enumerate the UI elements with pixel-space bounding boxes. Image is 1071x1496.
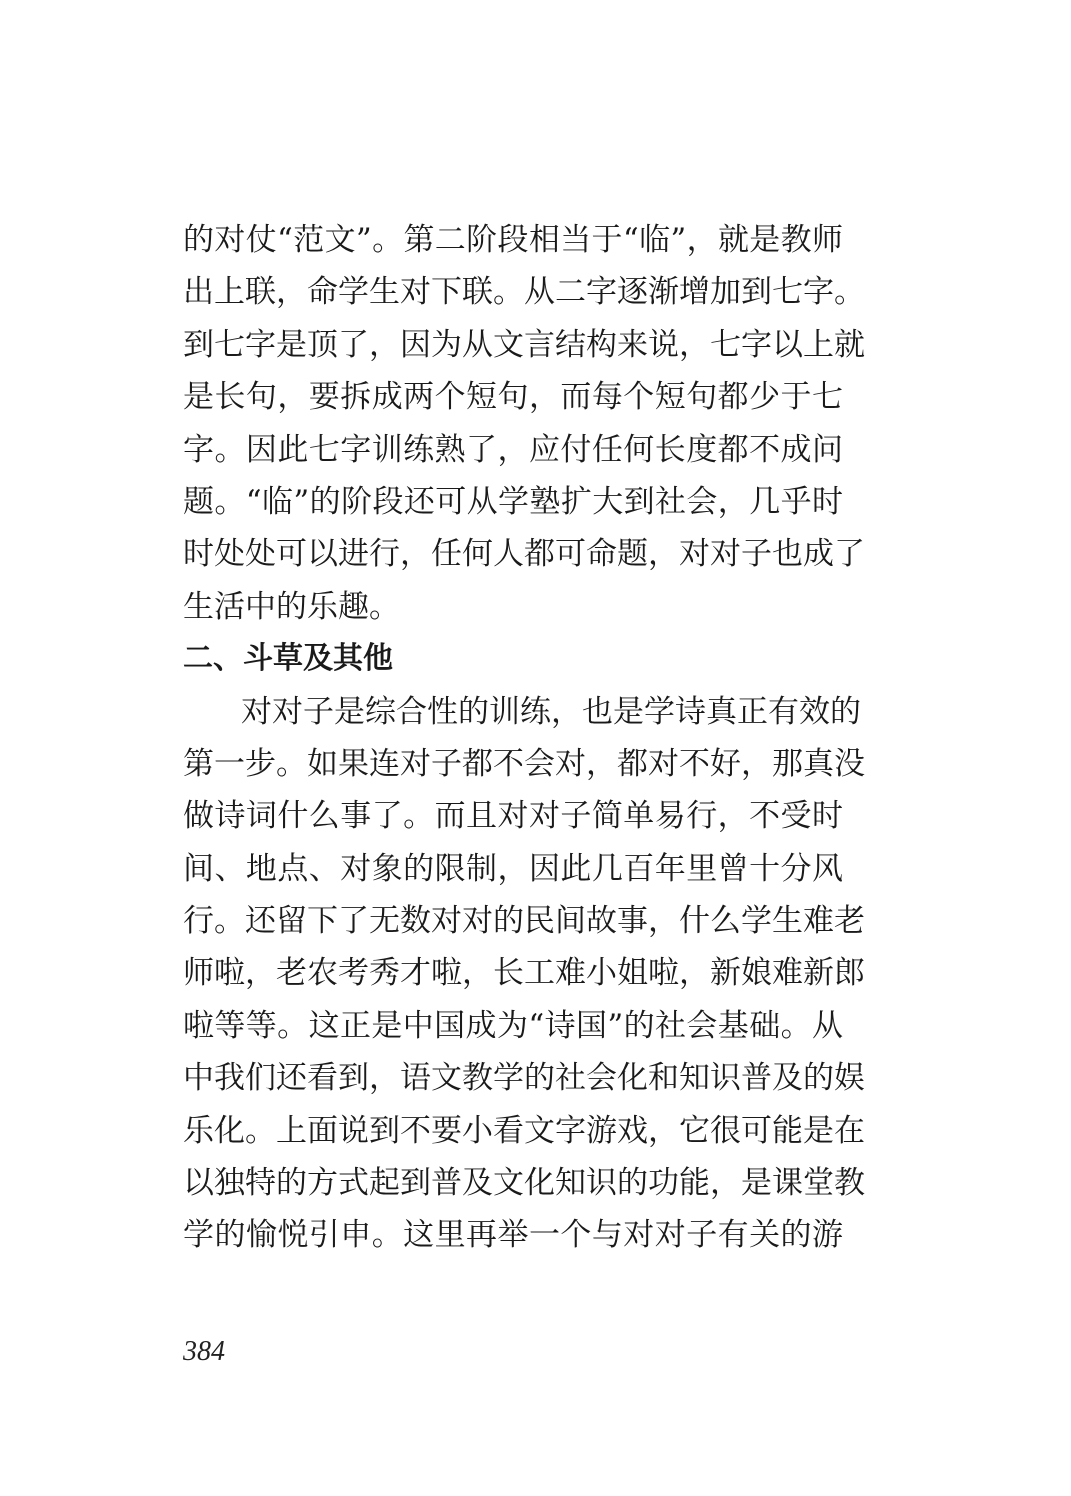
text-line: 字。因此七字训练熟了，应付任何长度都不成问 [183,431,843,468]
text-line: 中我们还看到，语文教学的社会化和知识普及的娱 [183,1060,865,1097]
page-number: 384 [183,1336,225,1367]
text-line: 题。“临”的阶段还可从学塾扩大到社会，几乎时 [183,483,843,520]
text-line: 间、地点、对象的限制，因此几百年里曾十分风 [183,850,843,887]
text-line: 第一步。如果连对子都不会对，都对不好，那真没 [183,745,865,782]
text-line: 时处处可以进行，任何人都可命题，对对子也成了 [183,536,865,573]
text-line: 是长句，要拆成两个短句，而每个短句都少于七 [183,379,843,416]
text-line: 做诗词什么事了。而且对对子简单易行，不受时 [183,798,843,835]
text-line: 到七字是顶了，因为从文言结构来说，七字以上就 [183,326,865,363]
paragraph-first-line: 对对子是综合性的训练，也是学诗真正有效的 [241,693,861,730]
body-text [183,214,865,1262]
text-line: 的对仗“范文”。第二阶段相当于“临”，就是教师 [183,222,843,258]
text-line: 啦等等。这正是中国成为“诗国”的社会基础。从 [183,1007,843,1044]
text-line: 生活中的乐趣。 [183,588,400,625]
text-line: 师啦，老农考秀才啦，长工难小姐啦，新娘难新郎 [183,955,865,992]
text-line: 出上联，命学生对下联。从二字逐渐增加到七字。 [183,274,865,311]
text-line: 乐化。上面说到不要小看文字游戏，它很可能是在 [183,1112,865,1149]
section-heading: 二、斗草及其他 [183,641,393,677]
text-line: 行。还留下了无数对对的民间故事，什么学生难老 [183,903,865,940]
text-line: 以独特的方式起到普及文化知识的功能，是课堂教 [183,1165,865,1202]
text-line: 学的愉悦引申。这里再举一个与对对子有关的游 [183,1217,843,1254]
